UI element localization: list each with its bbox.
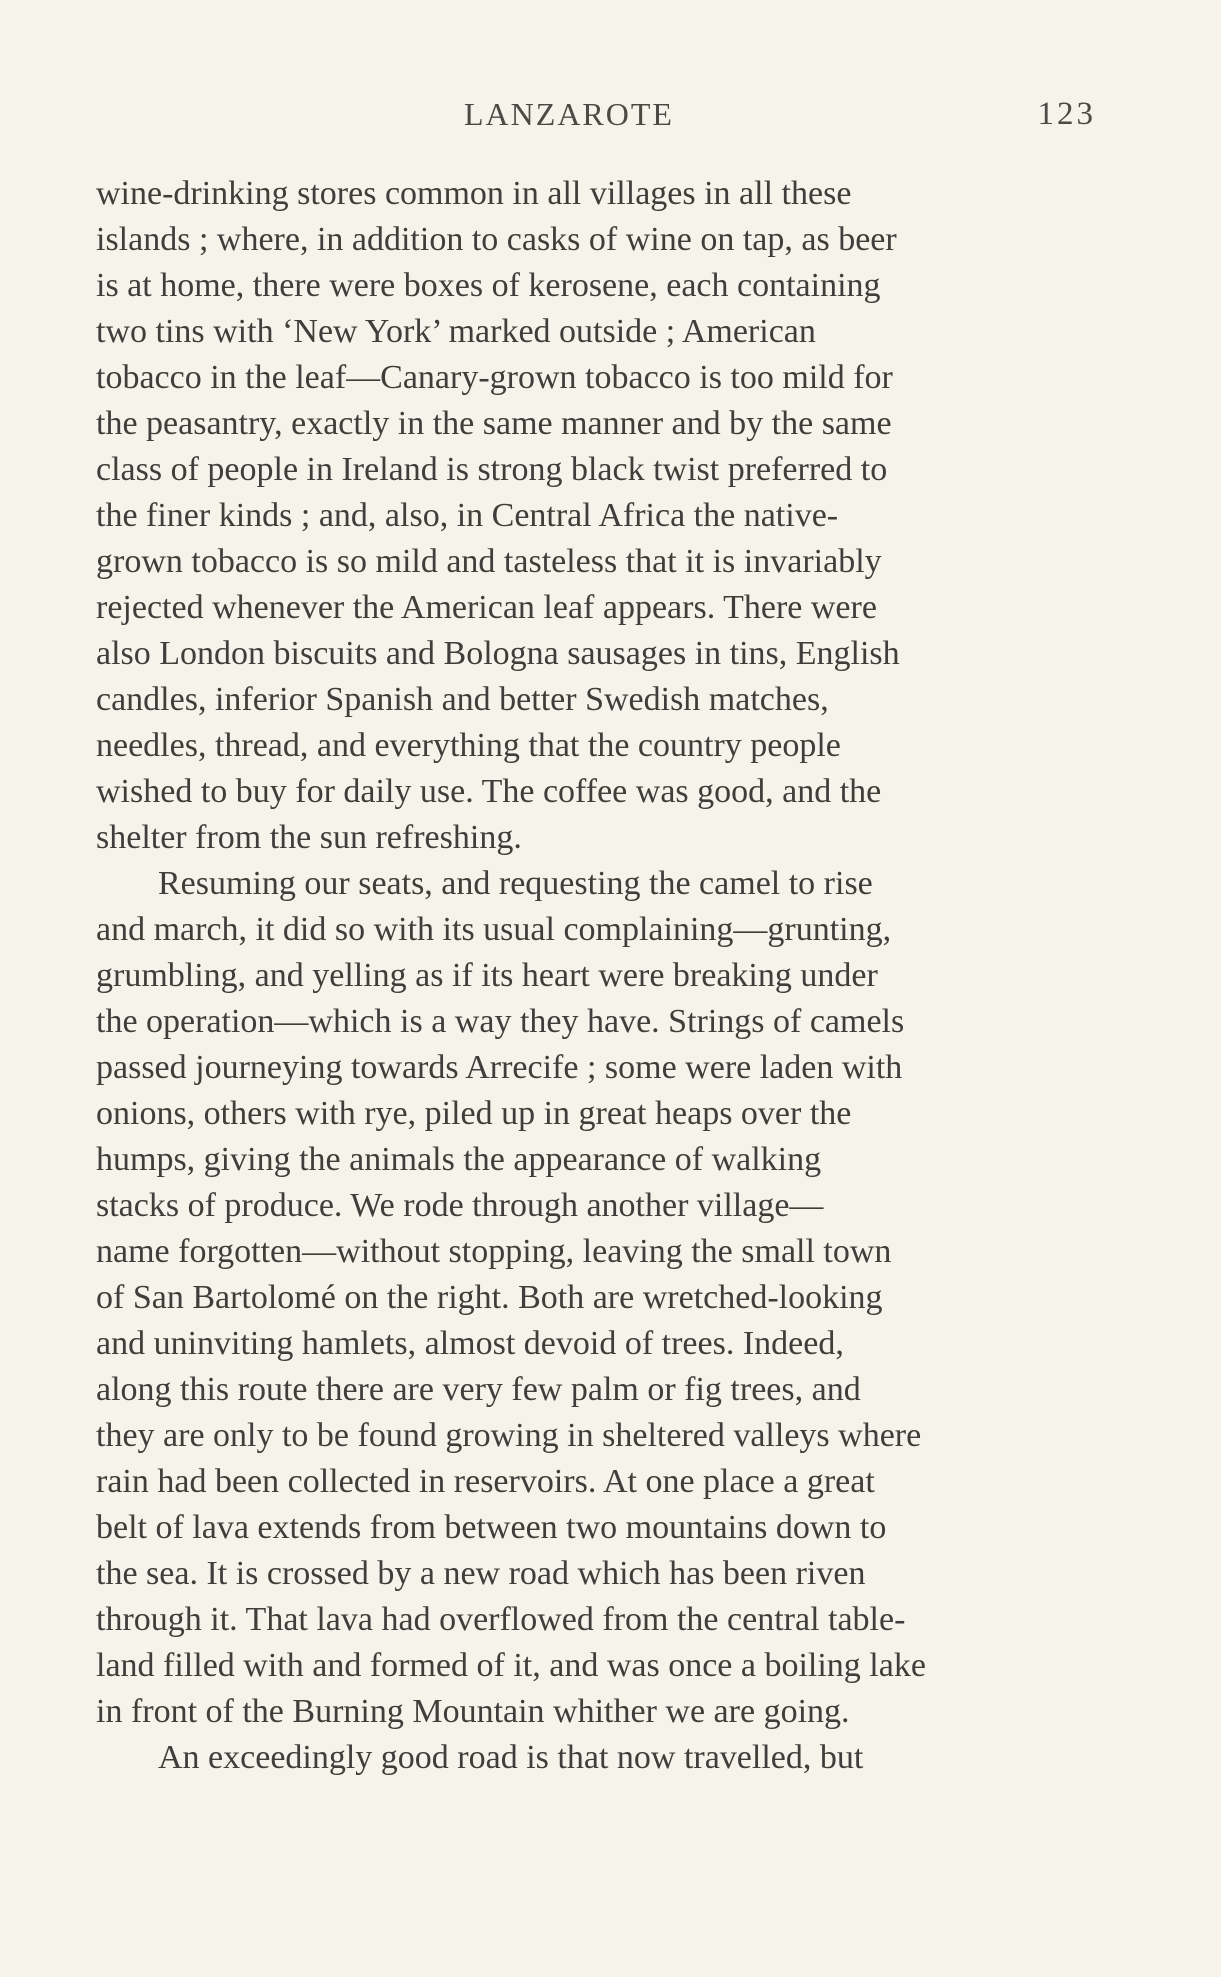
- text-line: the finer kinds ; and, also, in Central Africa the native-: [96, 497, 839, 534]
- text-line: through it. That lava had overflowed from the central table-: [96, 1601, 906, 1638]
- text-line: class of people in Ireland is strong black twist preferred to: [96, 451, 888, 488]
- running-head: LANZAROTE: [464, 96, 674, 132]
- text-line: wine-drinking stores common in all villages in all these: [96, 175, 852, 212]
- text-line: the sea. It is crossed by a new road which has been riven: [96, 1555, 866, 1592]
- text-line: along this route there are very few palm or fig trees, and: [96, 1371, 861, 1408]
- text-line: rain had been collected in reservoirs. At one place a great: [96, 1463, 875, 1500]
- text-line: needles, thread, and everything that the country people: [96, 727, 841, 764]
- text-line: candles, inferior Spanish and better Swedish matches,: [96, 681, 829, 718]
- text-line: they are only to be found growing in sheltered valleys where: [96, 1417, 922, 1454]
- page-number: 123: [1037, 96, 1096, 132]
- page-header: [96, 96, 1096, 142]
- text-line: humps, giving the animals the appearance of walking: [96, 1141, 822, 1178]
- text-line: wished to buy for daily use. The coffee was good, and the: [96, 773, 882, 810]
- text-line: grumbling, and yelling as if its heart were breaking under: [96, 957, 878, 994]
- text-line: shelter from the sun refreshing.: [96, 819, 522, 856]
- text-line: also London biscuits and Bologna sausages in tins, English: [96, 635, 900, 672]
- text-line: onions, others with rye, piled up in great heaps over the: [96, 1095, 852, 1132]
- text-line: tobacco in the leaf—Canary-grown tobacco is too mild for: [96, 359, 893, 396]
- text-line: passed journeying towards Arrecife ; some were laden with: [96, 1049, 903, 1086]
- text-line: two tins with ‘New York’ marked outside ; American: [96, 313, 816, 350]
- body-text: [96, 171, 1096, 1781]
- text-line: stacks of produce. We rode through another village—: [96, 1187, 824, 1224]
- text-line: rejected whenever the American leaf appears. There were: [96, 589, 877, 626]
- text-line: in front of the Burning Mountain whither we are going.: [96, 1693, 850, 1730]
- text-line: the operation—which is a way they have. Strings of camels: [96, 1003, 905, 1040]
- text-line: belt of lava extends from between two mountains down to: [96, 1509, 887, 1546]
- text-line: islands ; where, in addition to casks of wine on tap, as beer: [96, 221, 897, 258]
- text-line: the peasantry, exactly in the same manner and by the same: [96, 405, 892, 442]
- text-line: land filled with and formed of it, and was once a boiling lake: [96, 1647, 926, 1684]
- text-line: and march, it did so with its usual complaining—grunting,: [96, 911, 892, 948]
- text-line: is at home, there were boxes of kerosene, each containing: [96, 267, 881, 304]
- text-line: grown tobacco is so mild and tasteless that it is invariably: [96, 543, 882, 580]
- paragraph-first-line: An exceedingly good road is that now travelled, but: [158, 1739, 864, 1776]
- text-line: name forgotten—without stopping, leaving the small town: [96, 1233, 892, 1270]
- text-line: of San Bartolomé on the right. Both are wretched-looking: [96, 1279, 883, 1316]
- text-line: and uninviting hamlets, almost devoid of trees. Indeed,: [96, 1325, 844, 1362]
- paragraph-first-line: Resuming our seats, and requesting the camel to rise: [158, 865, 873, 902]
